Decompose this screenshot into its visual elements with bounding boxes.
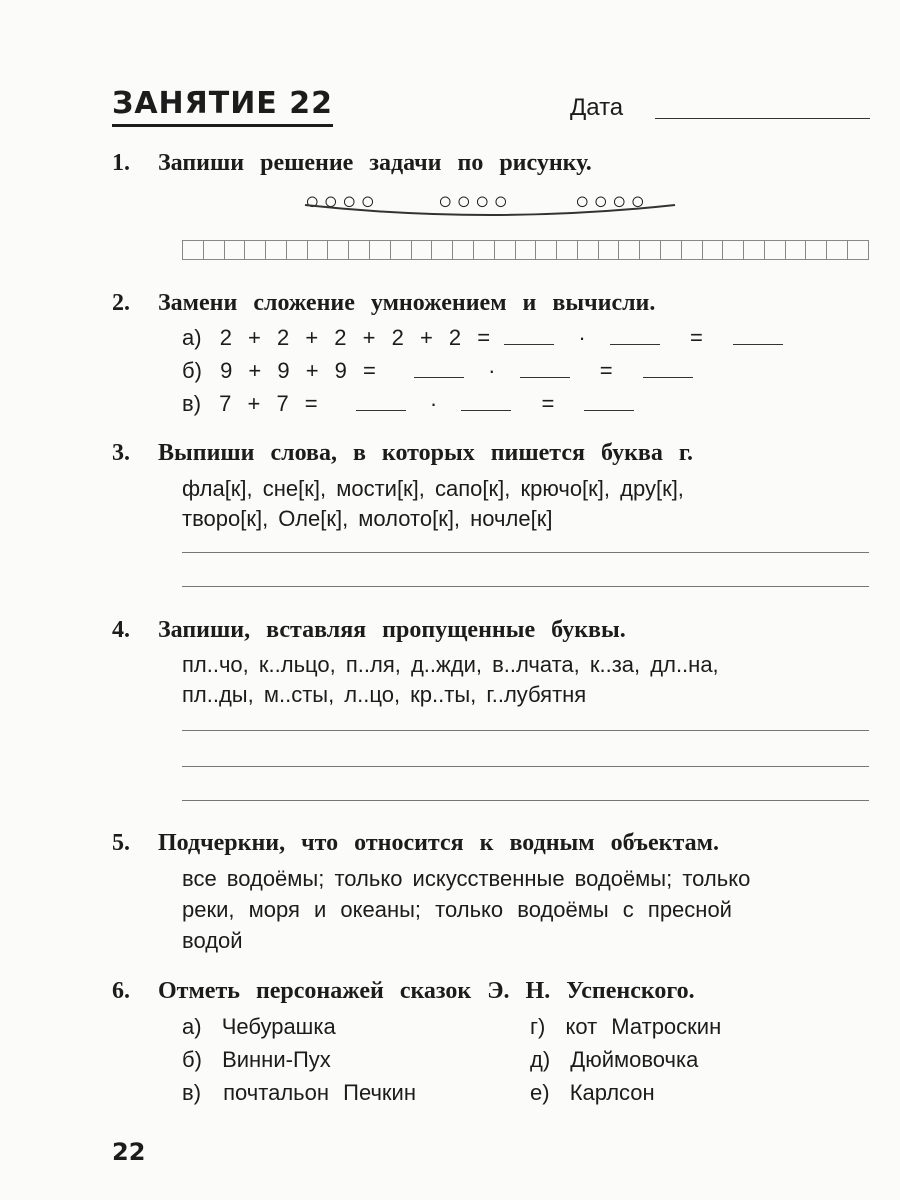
option-name: почтальон Печкин — [223, 1080, 416, 1105]
grid-cell[interactable] — [224, 240, 245, 260]
grid-cell[interactable] — [556, 240, 577, 260]
grid-cell[interactable] — [327, 240, 348, 260]
grid-cell[interactable] — [203, 240, 224, 260]
grid-cell[interactable] — [473, 240, 494, 260]
answer-grid[interactable] — [182, 240, 869, 260]
task-5-text: Подчеркни, что относится к водным объектам. — [158, 830, 719, 856]
option-label: в) — [182, 1080, 202, 1105]
grid-cell[interactable] — [805, 240, 826, 260]
grouping-brace — [300, 203, 680, 223]
blank-field[interactable] — [520, 377, 570, 378]
task-4-number: 4. — [112, 617, 130, 643]
blank-field[interactable] — [610, 344, 660, 345]
task-6-text: Отметь персонажей сказок Э. Н. Успенского. — [158, 978, 695, 1004]
task-5-option-line-1[interactable]: все водоёмы; только искусственные водоёмы; только — [182, 866, 751, 891]
option-name: Чебурашка — [221, 1014, 336, 1039]
circle-group-1: ○○○○ — [305, 188, 379, 215]
grid-cell[interactable] — [722, 240, 743, 260]
character-option-e[interactable] — [530, 1080, 655, 1106]
character-option-d[interactable] — [530, 1047, 698, 1073]
page-title: ЗАНЯТИЕ 22 — [112, 86, 333, 127]
task-2-row-a — [182, 325, 783, 351]
character-option-b[interactable] — [182, 1047, 331, 1073]
grid-cell[interactable] — [639, 240, 660, 260]
option-name: Карлсон — [569, 1080, 655, 1105]
blank-field[interactable] — [461, 410, 511, 411]
grid-cell[interactable] — [431, 240, 452, 260]
option-label: г) — [530, 1014, 546, 1039]
multiply-dot: · — [488, 358, 496, 383]
task-1-number: 1. — [112, 150, 130, 176]
grid-cell[interactable] — [452, 240, 473, 260]
row-expression: 2 + 2 + 2 + 2 + 2 = — [219, 325, 493, 350]
grid-cell[interactable] — [660, 240, 681, 260]
grid-cell[interactable] — [182, 240, 203, 260]
option-label: а) — [182, 1014, 202, 1039]
task-4-words-line-2: пл..ды, м..сты, л..цо, кр..ты, г..лубятня — [182, 682, 587, 707]
grid-cell[interactable] — [307, 240, 328, 260]
equals-sign: = — [599, 358, 613, 383]
option-label: д) — [530, 1047, 551, 1072]
task-5-number: 5. — [112, 830, 130, 856]
page-number: 22 — [112, 1138, 146, 1166]
circle-group-3: ○○○○ — [575, 188, 649, 215]
grid-cell[interactable] — [847, 240, 869, 260]
date-field[interactable] — [655, 118, 870, 119]
task-4-text: Запиши, вставляя пропущенные буквы. — [158, 617, 626, 643]
task-2-text: Замени сложение умножением и вычисли. — [158, 290, 656, 316]
multiply-dot: · — [429, 391, 438, 416]
grid-cell[interactable] — [764, 240, 785, 260]
equals-sign: = — [541, 391, 555, 416]
grid-cell[interactable] — [618, 240, 639, 260]
multiply-dot: · — [578, 325, 586, 350]
task-3-words-line-1: фла[к], сне[к], мости[к], сапо[к], крючо[к], дру[к], — [182, 476, 684, 501]
grid-cell[interactable] — [577, 240, 598, 260]
blank-field[interactable] — [584, 410, 634, 411]
grid-cell[interactable] — [681, 240, 702, 260]
grid-cell[interactable] — [494, 240, 515, 260]
task-2-number: 2. — [112, 290, 130, 316]
writing-line[interactable] — [182, 766, 869, 767]
character-option-c[interactable] — [182, 1080, 416, 1106]
writing-line[interactable] — [182, 730, 869, 731]
grid-cell[interactable] — [702, 240, 723, 260]
row-label: а) — [182, 325, 202, 350]
blank-field[interactable] — [414, 377, 464, 378]
row-label: б) — [182, 358, 202, 383]
grid-cell[interactable] — [244, 240, 265, 260]
task-3-number: 3. — [112, 440, 130, 466]
task-4-words-line-1: пл..чо, к..льцо, п..ля, д..жди, в..лчата, к..за, дл..на, — [182, 652, 719, 677]
grid-cell[interactable] — [598, 240, 619, 260]
grid-cell[interactable] — [369, 240, 390, 260]
grid-cell[interactable] — [348, 240, 369, 260]
option-name: Винни-Пух — [222, 1047, 331, 1072]
grid-cell[interactable] — [390, 240, 411, 260]
character-option-a[interactable] — [182, 1014, 336, 1040]
blank-field[interactable] — [733, 344, 783, 345]
option-label: е) — [530, 1080, 550, 1105]
grid-cell[interactable] — [286, 240, 307, 260]
grid-cell[interactable] — [743, 240, 764, 260]
task-1-text: Запиши решение задачи по рисунку. — [158, 150, 592, 176]
writing-line[interactable] — [182, 800, 869, 801]
task-3-words-line-2: творо[к], Оле[к], молото[к], ночле[к] — [182, 506, 553, 531]
date-label: Дата — [570, 94, 624, 121]
grid-cell[interactable] — [265, 240, 286, 260]
blank-field[interactable] — [504, 344, 554, 345]
option-label: б) — [182, 1047, 202, 1072]
writing-line[interactable] — [182, 552, 869, 553]
blank-field[interactable] — [356, 410, 406, 411]
row-expression: 9 + 9 + 9 = — [220, 358, 378, 383]
option-name: кот Матроскин — [565, 1014, 722, 1039]
option-name: Дюймовочка — [570, 1047, 699, 1072]
task-6-number: 6. — [112, 978, 130, 1004]
task-2-row-b — [182, 358, 693, 384]
grid-cell[interactable] — [785, 240, 806, 260]
grid-cell[interactable] — [535, 240, 556, 260]
task-5-option-line-3[interactable]: водой — [182, 928, 243, 953]
row-expression: 7 + 7 = — [219, 391, 320, 416]
task-2-row-c — [182, 391, 634, 417]
grid-cell[interactable] — [826, 240, 847, 260]
row-label: в) — [182, 391, 202, 416]
grid-cell[interactable] — [515, 240, 536, 260]
writing-line[interactable] — [182, 586, 869, 587]
character-option-g[interactable] — [530, 1014, 721, 1040]
task-5-option-line-2[interactable]: реки, моря и океаны; только водоёмы с пресной — [182, 897, 732, 922]
task-3-text: Выпиши слова, в которых пишется буква г. — [158, 440, 694, 466]
equals-sign: = — [689, 325, 703, 350]
circle-group-2: ○○○○ — [438, 188, 512, 215]
blank-field[interactable] — [643, 377, 693, 378]
grid-cell[interactable] — [411, 240, 432, 260]
